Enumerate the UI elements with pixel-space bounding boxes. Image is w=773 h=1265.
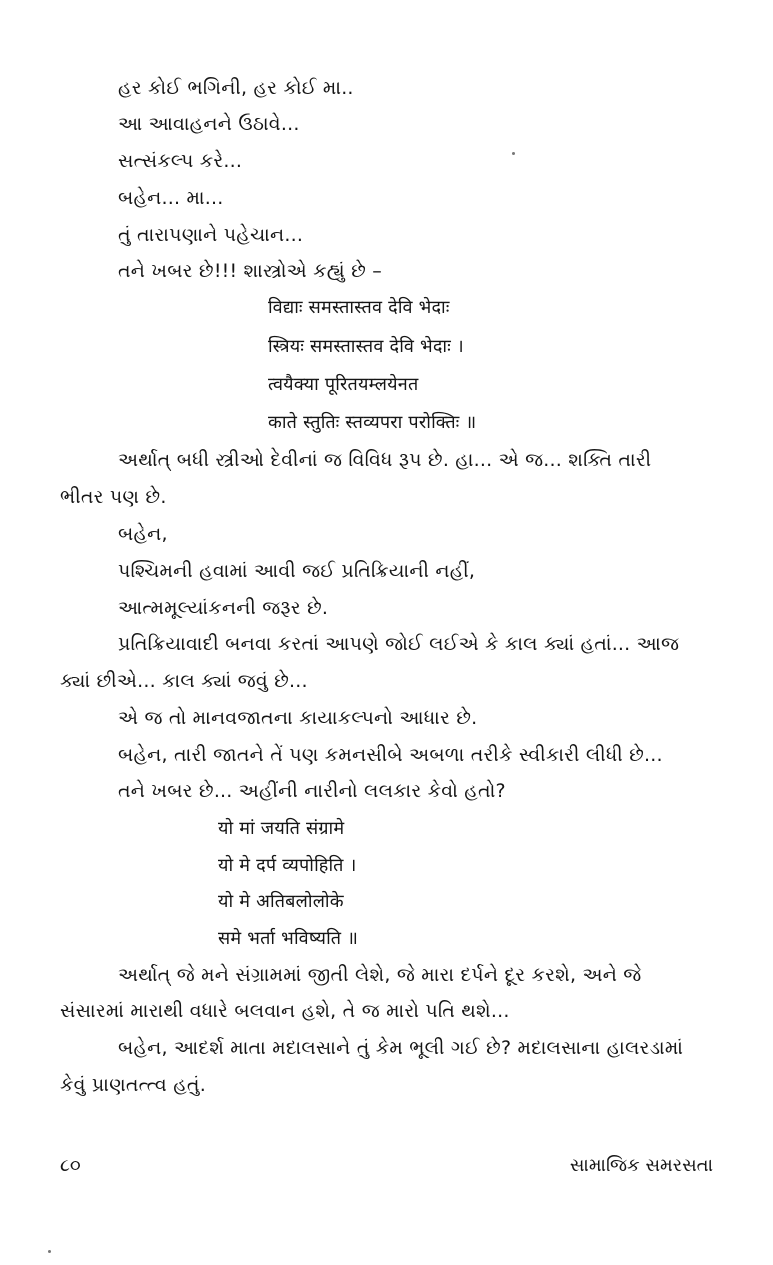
text-line: આ આવાહનને ઉઠાવે... bbox=[118, 113, 300, 135]
sanskrit-verse-line: समे भर्ता भविष्यति ॥ bbox=[218, 928, 359, 949]
text-line: સત્સંકલ્પ કરે... bbox=[118, 150, 243, 172]
text-line: આત્મમૂલ્યાંકનની જરૂર છે. bbox=[118, 597, 329, 619]
text-line: હર કોઈ ભગિની, હર કોઈ મા.. bbox=[118, 77, 354, 99]
print-speck bbox=[48, 1250, 51, 1253]
sanskrit-verse-line: यो मे अतिबलोलोके bbox=[218, 891, 344, 912]
text-line: બહેન... મા... bbox=[118, 187, 224, 209]
book-title: સામાજિક સમરસતા bbox=[569, 1155, 713, 1176]
sanskrit-verse-line: स्त्रियः समस्तास्तव देवि भेदाः । bbox=[268, 336, 464, 357]
text-line: પશ્ચિમની હવામાં આવી જઈ પ્રતિક્રિયાની નહીં, bbox=[118, 560, 476, 582]
text-line: પ્રતિક્રિયાવાદી બનવા કરતાં આપણે જોઈ લઈએ કે કાલ ક્યાં હતાં... આજ bbox=[118, 633, 680, 655]
text-line: કેવું પ્રાણતત્ત્વ હતું. bbox=[60, 1074, 206, 1096]
text-line: બહેન, bbox=[118, 523, 168, 545]
sanskrit-verse-line: त्वयैक्या पूरितयम्लयेनत bbox=[268, 374, 419, 395]
print-speck bbox=[512, 152, 515, 155]
text-line: બહેન, તારી જાતને તેં પણ કમનસીબે અબળા તરીકે સ્વીકારી લીધી છે... bbox=[118, 744, 663, 766]
text-line: તને ખબર છે... અહીંની નારીનો લલકાર કેવો હતો? bbox=[118, 780, 506, 802]
text-line: ભીતર પણ છે. bbox=[60, 486, 167, 508]
text-line: બહેન, આદર્શ માતા મદાલસાને તું કેમ ભૂલી ગઈ છે? મદાલસાના હાલરડામાં bbox=[118, 1037, 684, 1059]
sanskrit-verse-line: यो मां जयति संग्रामे bbox=[218, 818, 345, 839]
text-line: તને ખબર છે!!! શાસ્ત્રોએ કહ્યું છે – bbox=[118, 260, 382, 282]
sanskrit-verse-line: विद्याः समस्तास्तव देवि भेदाः bbox=[268, 297, 450, 318]
text-line: તું તારાપણાને પહેચાન... bbox=[118, 224, 304, 246]
sanskrit-verse-line: काते स्तुतिः स्तव्यपरा परोक्तिः ॥ bbox=[268, 412, 477, 433]
text-line: ક્યાં છીએ... કાલ ક્યાં જવું છે... bbox=[60, 670, 308, 692]
text-line: અર્થાત્ જે મને સંગ્રામમાં જીતી લેશે, જે મારા દર્પને દૂર કરશે, અને જે bbox=[118, 964, 642, 986]
page-number: ૮૦ bbox=[60, 1155, 81, 1176]
text-line: અર્થાત્ બધી સ્ત્રીઓ દેવીનાં જ વિવિધ રૂપ છે. હા... એ જ... શક્તિ તારી bbox=[118, 449, 652, 471]
text-line: એ જ તો માનવજાતના કાયાકલ્પનો આધાર છે. bbox=[118, 707, 478, 729]
text-line: સંસારમાં મારાથી વધારે બલવાન હશે, તે જ મારો પતિ થશે... bbox=[60, 1000, 510, 1022]
sanskrit-verse-line: यो मे दर्प व्यपोहिति । bbox=[218, 855, 357, 876]
